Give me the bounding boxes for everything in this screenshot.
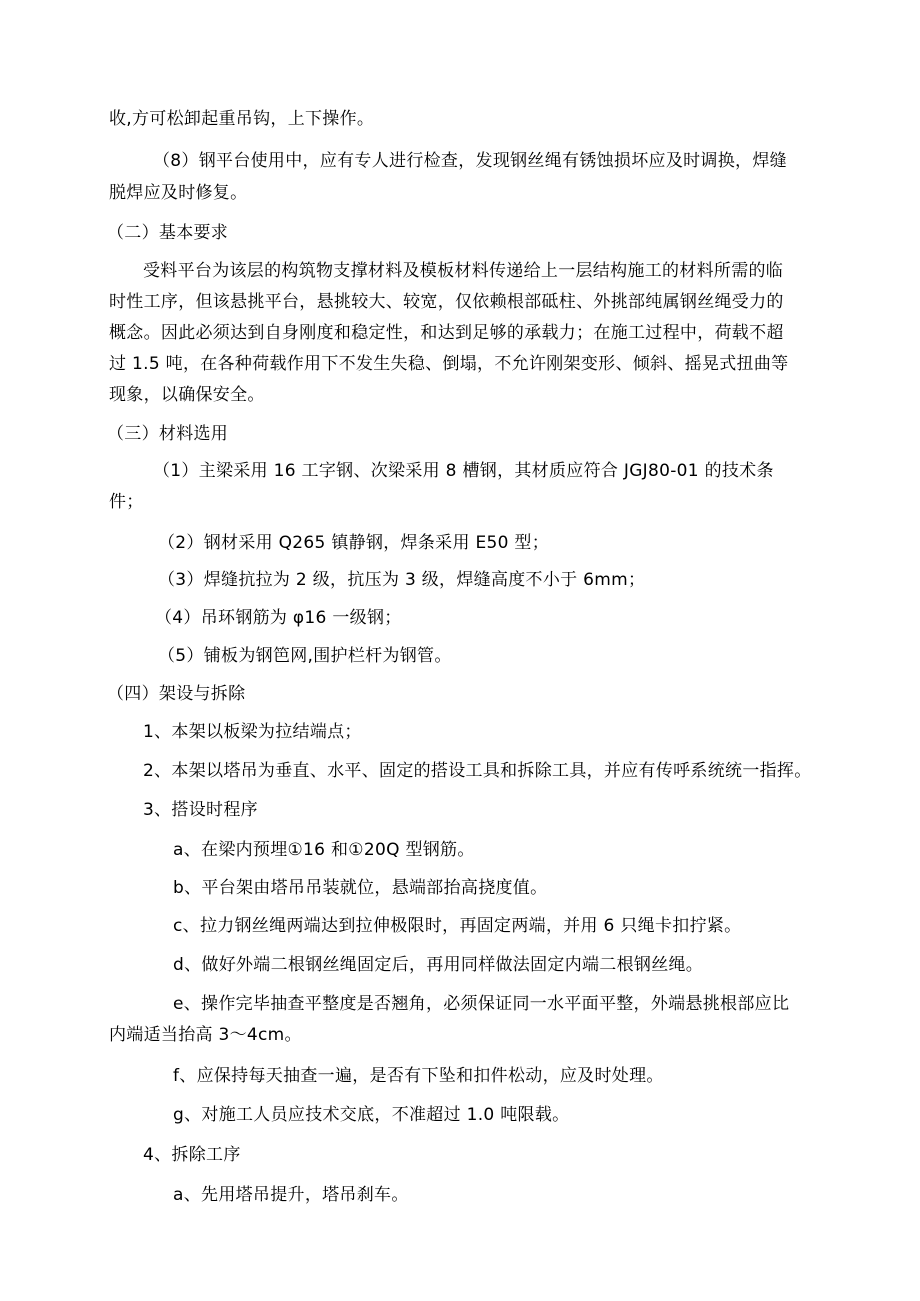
step-3-b: b、平台架由塔吊吊装就位，悬端部抬高挠度值。 — [173, 878, 548, 898]
step-3-c: c、拉力钢丝绳两端达到拉伸极限时，再固定两端，并用 6 只绳卡扣拧紧。 — [173, 916, 742, 936]
material-item-2: （2）钢材采用 Q265 镇静钢，焊条采用 E50 型； — [158, 533, 550, 553]
step-2: 2、本架以塔吊为垂直、水平、固定的搭设工具和拆除工具，并应有传呼系统统一指挥。 — [143, 761, 812, 781]
section-2-para-4: 过 1.5 吨，在各种荷载作用下不发生失稳、倒塌，不允许刚架变形、倾斜、摇晃式扭曲等 — [109, 354, 789, 374]
material-item-4: （4）吊环钢筋为 φ16 一级钢； — [155, 608, 402, 628]
step-4: 4、拆除工序 — [143, 1145, 241, 1165]
step-3-g: g、对施工人员应技术交底，不准超过 1.0 吨限载。 — [173, 1105, 570, 1125]
step-3: 3、搭设时程序 — [143, 800, 258, 820]
step-3-e-cont: 内端适当抬高 3～4cm。 — [109, 1025, 302, 1045]
section-2-para-1: 受料平台为该层的构筑物支撑材料及模板材料传递给上一层结构施工的材料所需的临 — [143, 261, 784, 281]
step-1: 1、本架以板梁为拉结端点； — [143, 722, 362, 742]
section-2-para-5: 现象，以确保安全。 — [109, 385, 265, 405]
section-2-heading: （二）基本要求 — [107, 223, 229, 243]
section-4-heading: （四）架设与拆除 — [107, 684, 246, 704]
material-item-3: （3）焊缝抗拉为 2 级，抗压为 3 级，焊缝高度不小于 6mm； — [158, 570, 646, 590]
step-3-d: d、做好外端二根钢丝绳固定后，再用同样做法固定内端二根钢丝绳。 — [173, 955, 704, 975]
item-8-cont: 脱焊应及时修复。 — [109, 183, 248, 203]
step-3-e: e、操作完毕抽查平整度是否翘角，必须保证同一水平面平整，外端悬挑根部应比 — [173, 994, 790, 1014]
step-4-a: a、先用塔吊提升，塔吊刹车。 — [173, 1185, 409, 1205]
material-item-1-cont: 件； — [109, 492, 144, 512]
material-item-1: （1）主梁采用 16 工字钢、次梁采用 8 槽钢，其材质应符合 JGJ80-01 的技术条 — [153, 461, 774, 481]
item-8: （8）钢平台使用中，应有专人进行检查，发现钢丝绳有锈蚀损坏应及时调换，焊缝 — [153, 151, 787, 171]
section-2-para-3: 概念。因此必须达到自身刚度和稳定性，和达到足够的承载力；在施工过程中，荷载不超 — [109, 323, 784, 343]
section-3-heading: （三）材料选用 — [107, 424, 229, 444]
step-3-a: a、在梁内预埋①16 和①20Q 型钢筋。 — [173, 840, 475, 860]
step-3-f: f、应保持每天抽查一遍，是否有下坠和扣件松动，应及时处理。 — [173, 1066, 664, 1086]
line-1: 收,方可松卸起重吊钩，上下操作。 — [109, 109, 375, 129]
material-item-5: （5）铺板为钢笆网,围护栏杆为钢管。 — [158, 646, 452, 666]
section-2-para-2: 时性工序，但该悬挑平台，悬挑较大、较宽，仅依赖根部砥柱、外挑部纯属钢丝绳受力的 — [109, 292, 784, 312]
